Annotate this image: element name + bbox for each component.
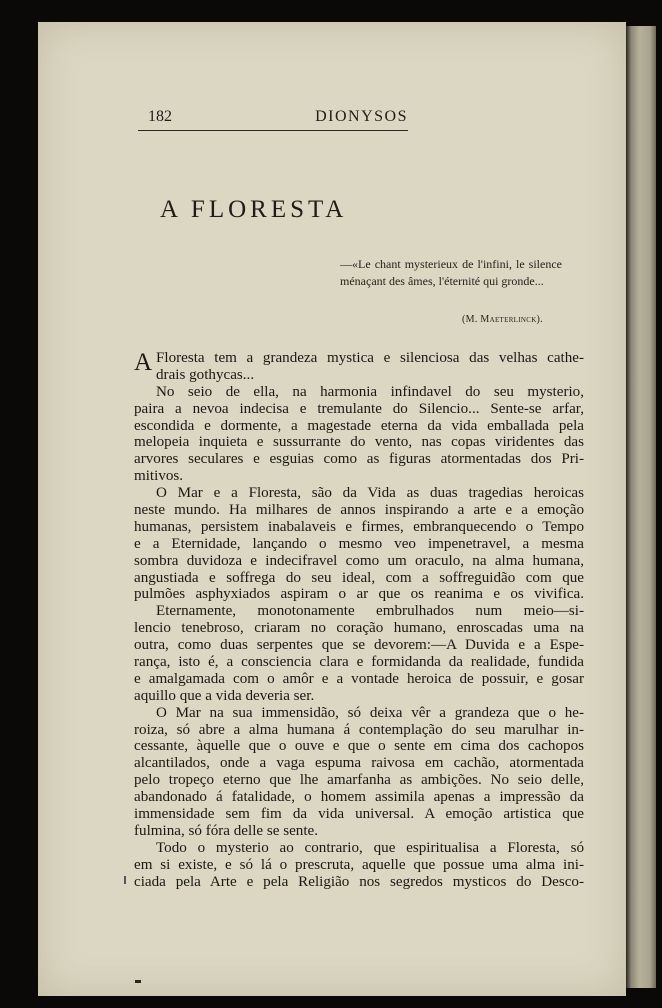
text-line: abandonado á fatalidade, o homem assimila apenas a impressão da bbox=[134, 789, 584, 806]
text-line: Todo o mysterio ao contrario, que espiritualisa a Floresta, só bbox=[156, 839, 584, 856]
text-line: angustiada e soffrega do seu ideal, com a soffreguidão com que bbox=[134, 569, 584, 586]
running-title: DIONYSOS bbox=[315, 108, 408, 125]
text-line: Eternamente, monotonamente embrulhados num meio—si- bbox=[156, 603, 584, 620]
text-line: e a Eternidade, lançando o mesmo veo impenetravel, a mesma bbox=[134, 535, 584, 552]
text-line: neste mundo. Ha milhares de annos inspirando a arte e a emoção bbox=[134, 502, 584, 519]
text-line: O Mar na sua immensidão, só deixa vêr a grandeza que o he- bbox=[156, 704, 584, 721]
text-line: alcantilados, onde a vaga espuma raivosa em cachão, atormentada bbox=[134, 755, 584, 772]
text-line: Floresta tem a grandeza mystica e silenciosa das velhas cathe- bbox=[156, 350, 584, 366]
text-line: humanas, persistem inabalaveis e firmes, embranquecendo o Tempo bbox=[134, 518, 584, 535]
text-line: drais gothycas... bbox=[156, 366, 255, 383]
page-number: 182 bbox=[148, 108, 172, 125]
text-line: pulmões asphyxiados aspiram o ar que os reanima e os vivifica. bbox=[134, 586, 584, 603]
body-text bbox=[134, 350, 584, 891]
text-line: arvores seculares e esguias como as figuras atormentadas dos Pri- bbox=[134, 451, 584, 468]
text-line: melopeia inquieta e sussurrante do vento, nas copas viridentes das bbox=[134, 434, 584, 451]
text-line: lencio tenebroso, criaram no coração humano, enroscadas uma na bbox=[134, 620, 584, 637]
text-line: pelo tropeço eterno que lhe amarfanha as ambições. No seio delle, bbox=[134, 772, 584, 789]
page-speck bbox=[135, 980, 141, 983]
text-line: immensidade sem fim da vida universal. A emoção artistica que bbox=[134, 806, 584, 823]
text-line: em si existe, e só lá o prescruta, aquelle que possue uma alma ini- bbox=[134, 856, 584, 873]
text-line: outra, como duas serpentes que se devorem:—A Duvida e a Espe- bbox=[134, 637, 584, 654]
page-speck bbox=[124, 876, 126, 884]
running-head bbox=[138, 108, 408, 134]
drop-cap: A bbox=[134, 349, 153, 376]
text-line: e amalgamada com o amôr e a vontade heroica de possuir, e gosar bbox=[134, 670, 584, 687]
text-line: escondida e dormente, a magestade eterna da vida emballada pela bbox=[134, 417, 584, 434]
text-line: ciada pela Arte e pela Religião nos segredos mysticos do Desco- bbox=[134, 873, 584, 890]
text-line: paira a nevoa indecisa e tremulante do Silencio... Sente-se arfar, bbox=[134, 400, 584, 417]
text-line: rança, isto é, a consciencia clara e formidanda da realidade, fundida bbox=[134, 654, 584, 671]
header-rule bbox=[138, 130, 408, 131]
text-line: O Mar e a Floresta, são da Vida as duas tragedias heroicas bbox=[156, 485, 584, 502]
text-line: No seio de ella, na harmonia infindavel do seu mysterio, bbox=[156, 383, 584, 400]
text-line: roiza, só abre a alma humana á contemplação do seu marulhar in- bbox=[134, 721, 584, 738]
text-line: aquillo que a vida deveria ser. bbox=[134, 687, 315, 704]
chapter-title: A FLORESTA bbox=[160, 196, 348, 223]
text-line: sombra duvidoza e indecifravel como um oraculo, na alma humana, bbox=[134, 552, 584, 569]
epigraph-attribution: (M. Maeterlinck). bbox=[462, 314, 543, 325]
text-line: fulmina, só fóra delle se sente. bbox=[134, 822, 318, 839]
text-line: cessante, àquelle que o ouve e que o sente em cima dos cachopos bbox=[134, 738, 584, 755]
epigraph-quote: —«Le chant mysterieux de l'infini, le silence ménaçant des âmes, l'éternité qui gronde... bbox=[340, 257, 562, 288]
text-line: mitivos. bbox=[134, 468, 184, 485]
book-spine-edge bbox=[626, 26, 656, 988]
